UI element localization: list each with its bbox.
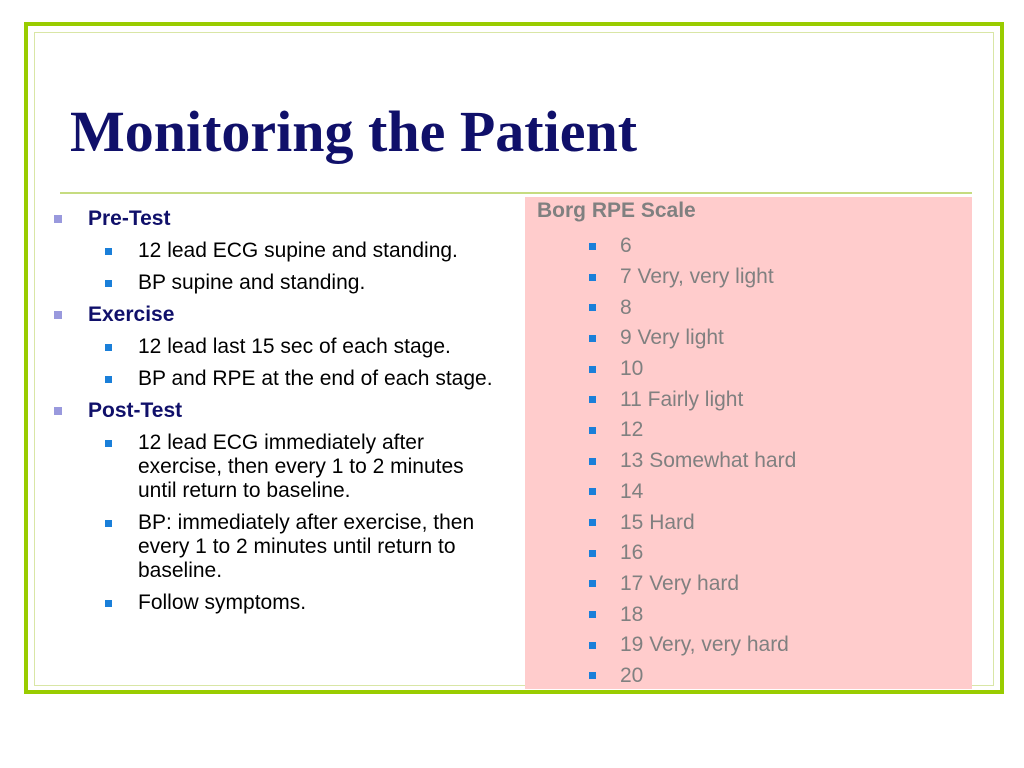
section-heading (50, 303, 500, 327)
list-item (103, 335, 500, 359)
square-bullet-icon (54, 311, 62, 319)
borg-scale-item (587, 630, 796, 661)
square-bullet-icon (105, 344, 112, 351)
list-item-text: BP and RPE at the end of each stage. (138, 367, 493, 390)
borg-scale-item (587, 262, 796, 293)
borg-scale-item (587, 569, 796, 600)
section-post-test (50, 399, 500, 615)
borg-scale-item (587, 599, 796, 630)
borg-scale-item-text: 8 (620, 295, 632, 319)
list-item-text: 12 lead ECG immediately after exercise, then every 1 to 2 minutes until return to baseline. (138, 431, 464, 502)
borg-scale-list (587, 231, 796, 691)
square-bullet-icon (589, 304, 596, 311)
borg-scale-item (587, 446, 796, 477)
borg-scale-item-text: 11 Fairly light (620, 387, 744, 411)
square-bullet-icon (105, 440, 112, 447)
square-bullet-icon (589, 550, 596, 557)
square-bullet-icon (589, 366, 596, 373)
borg-scale-item (587, 661, 796, 692)
list-item (103, 591, 500, 615)
square-bullet-icon (54, 407, 62, 415)
square-bullet-icon (589, 488, 596, 495)
borg-scale-item (587, 415, 796, 446)
borg-scale-item-text: 14 (620, 479, 644, 503)
list-item-text: Follow symptoms. (138, 591, 307, 614)
section-heading-label: Exercise (88, 303, 175, 326)
borg-scale-item (587, 477, 796, 508)
borg-scale-item-text: 20 (620, 663, 644, 687)
square-bullet-icon (589, 642, 596, 649)
borg-scale-item-text: 17 Very hard (620, 571, 740, 595)
borg-scale-item-text: 9 Very light (620, 326, 724, 350)
square-bullet-icon (589, 396, 596, 403)
borg-scale-item-text: 10 (620, 357, 644, 381)
square-bullet-icon (105, 600, 112, 607)
borg-rpe-scale-panel (525, 197, 972, 689)
square-bullet-icon (105, 248, 112, 255)
borg-scale-item-text: 15 Hard (620, 510, 695, 534)
section-heading-label: Post-Test (88, 399, 183, 422)
borg-scale-item-text: 12 (620, 418, 644, 442)
borg-scale-item (587, 507, 796, 538)
list-item (103, 367, 500, 391)
square-bullet-icon (589, 519, 596, 526)
square-bullet-icon (589, 580, 596, 587)
borg-scale-item-text: 16 (620, 541, 644, 565)
borg-scale-item-text: 19 Very, very hard (620, 633, 789, 657)
square-bullet-icon (589, 458, 596, 465)
list-item-text: 12 lead last 15 sec of each stage. (138, 335, 451, 358)
title-divider (60, 192, 972, 194)
square-bullet-icon (589, 611, 596, 618)
square-bullet-icon (589, 427, 596, 434)
list-item (103, 511, 500, 583)
slide-title: Monitoring the Patient (70, 99, 638, 164)
square-bullet-icon (589, 274, 596, 281)
borg-scale-item (587, 354, 796, 385)
square-bullet-icon (589, 672, 596, 679)
borg-scale-item-text: 13 Somewhat hard (620, 449, 797, 473)
borg-scale-title: Borg RPE Scale (537, 199, 696, 222)
section-heading (50, 207, 500, 231)
borg-scale-item (587, 538, 796, 569)
list-item (103, 271, 500, 295)
section-heading (50, 399, 500, 423)
section-heading-label: Pre-Test (88, 207, 171, 230)
borg-scale-item (587, 384, 796, 415)
list-item-text: 12 lead ECG supine and standing. (138, 239, 458, 262)
borg-scale-item-text: 6 (620, 234, 632, 258)
borg-scale-item (587, 231, 796, 262)
square-bullet-icon (105, 376, 112, 383)
list-item-text: BP supine and standing. (138, 271, 366, 294)
monitoring-list (50, 207, 500, 623)
square-bullet-icon (589, 335, 596, 342)
square-bullet-icon (54, 215, 62, 223)
square-bullet-icon (589, 243, 596, 250)
borg-scale-item-text: 7 Very, very light (620, 265, 774, 289)
list-item-text: BP: immediately after exercise, then every 1 to 2 minutes until return to baseline. (138, 511, 475, 582)
square-bullet-icon (105, 520, 112, 527)
borg-scale-item (587, 292, 796, 323)
square-bullet-icon (105, 280, 112, 287)
borg-scale-item-text: 18 (620, 602, 644, 626)
list-item (103, 239, 500, 263)
borg-scale-item (587, 323, 796, 354)
section-exercise (50, 303, 500, 391)
list-item (103, 431, 500, 503)
section-pre-test (50, 207, 500, 295)
